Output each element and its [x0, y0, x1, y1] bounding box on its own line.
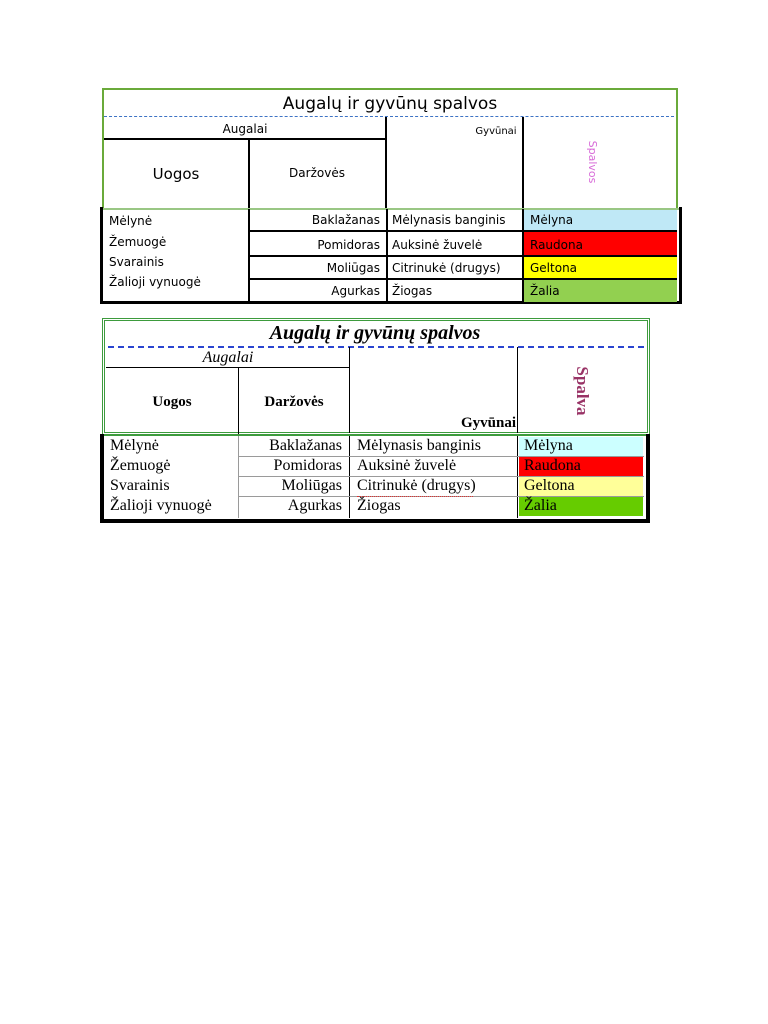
table-1-color: Raudona — [530, 238, 583, 252]
table-2-berry: Svarainis — [110, 477, 170, 494]
table-2-augalai-header: Augalai — [202, 349, 254, 366]
table-1-line — [385, 117, 387, 209]
table-1-berry: Žemuogė — [109, 235, 167, 249]
table-2-berry: Žalioji vynuogė — [110, 497, 212, 514]
table-2-animal: Auksinė žuvelė — [357, 457, 457, 474]
table-2-vegetable: Agurkas — [287, 497, 342, 514]
table-2-line — [517, 436, 518, 518]
table-2-animal: Mėlynasis banginis — [357, 437, 481, 454]
table-1-vegetable: Agurkas — [331, 284, 380, 298]
table-1-color: Žalia — [530, 284, 560, 298]
table-1-color: Geltona — [530, 261, 578, 275]
table-1-title-dashed-line — [104, 116, 674, 117]
table-1-line — [104, 138, 386, 140]
table-2-animal: Žiogas — [357, 497, 401, 514]
table-1-animal: Mėlynasis banginis — [392, 213, 506, 227]
table-1-color: Mėlyna — [530, 213, 574, 227]
table-1-uogos-header: Uogos — [152, 165, 200, 183]
table-2-uogos-header: Uogos — [152, 394, 192, 410]
table-2-vegetable: Baklažanas — [269, 437, 342, 454]
table-2-line — [349, 436, 350, 518]
table-2-line — [106, 367, 350, 368]
table-2-line — [238, 436, 239, 518]
table-2-title-dashed-line — [108, 346, 644, 348]
table-1-berry: Mėlynė — [109, 214, 153, 228]
table-2-title: Augalų ir gyvūnų spalvos — [269, 322, 481, 344]
table-2-color: Geltona — [524, 477, 575, 494]
table-2-line — [517, 347, 518, 433]
table-1-spalvos-header: Spalvos — [586, 140, 599, 184]
table-1-berry: Svarainis — [109, 255, 164, 269]
table-1-vegetable: Baklažanas — [311, 213, 380, 227]
table-2-berry: Žemuogė — [110, 457, 171, 474]
table-2-vegetable: Pomidoras — [273, 457, 342, 474]
table-1-darzoves-header: Daržovės — [289, 166, 345, 180]
table-1-animal: Citrinukė (drugys) — [392, 261, 501, 275]
table-2-color: Žalia — [524, 497, 557, 514]
spellcheck-underline — [357, 494, 473, 497]
table-2-line — [349, 347, 350, 433]
table-2-color: Raudona — [524, 457, 581, 474]
table-2-spalva-header: Spalva — [573, 366, 592, 416]
table-1-animal: Auksinė žuvelė — [392, 238, 483, 252]
table-1-vegetable: Pomidoras — [317, 238, 380, 252]
table-1-vegetable: Moliūgas — [326, 261, 380, 275]
table-1-line — [522, 117, 524, 209]
table-1-berry: Žalioji vynuogė — [109, 275, 201, 289]
table-2-darzoves-header: Daržovės — [264, 394, 324, 410]
table-1-gyvunai-header: Gyvūnai — [475, 126, 517, 137]
table-2-gyvunai-header: Gyvūnai — [460, 415, 516, 431]
table-1-animal: Žiogas — [392, 284, 433, 298]
table-1-augalai-header: Augalai — [222, 122, 268, 136]
table-2-animal: Citrinukė (drugys) — [357, 477, 476, 494]
table-1-title: Augalų ir gyvūnų spalvos — [282, 94, 498, 114]
table-2-color: Mėlyna — [524, 437, 573, 454]
table-2-vegetable: Moliūgas — [281, 477, 342, 494]
table-2-berry: Mėlynė — [110, 437, 159, 454]
